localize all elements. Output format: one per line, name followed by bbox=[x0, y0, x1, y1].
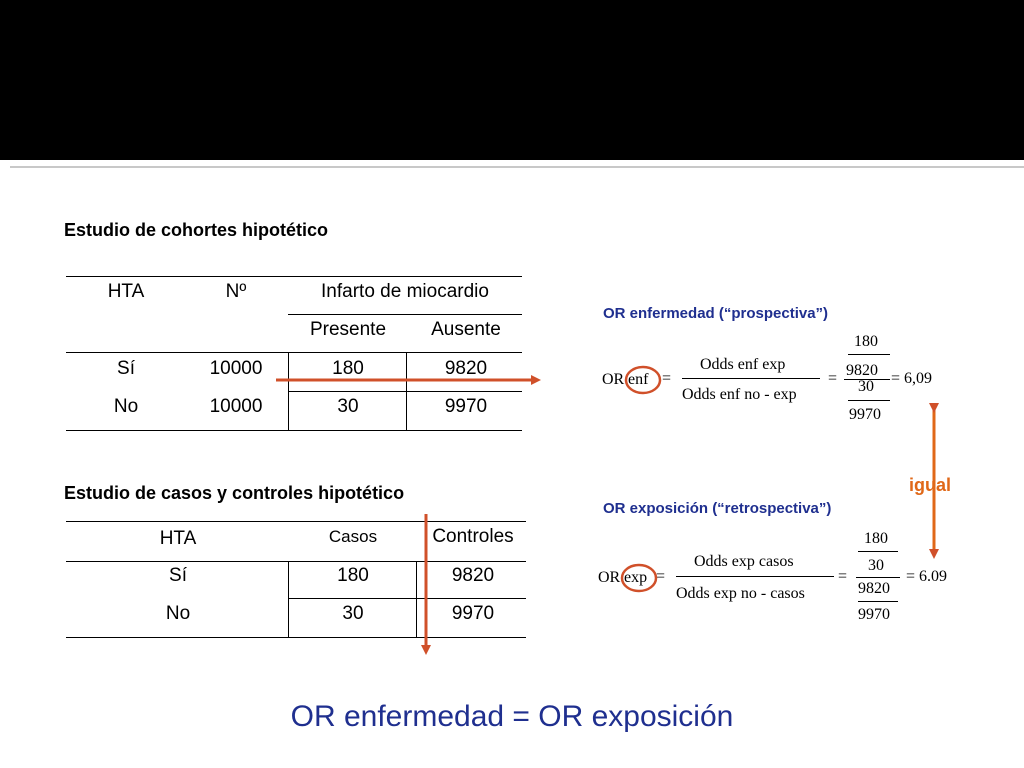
exp-circle-icon bbox=[622, 565, 656, 591]
or-exposure-lhs-eq: = bbox=[656, 568, 666, 585]
or-exposure-lhs-sub: exp bbox=[624, 569, 648, 586]
or-disease-lhs-eq: = bbox=[662, 370, 672, 387]
cohort-col-present: Presente bbox=[309, 319, 387, 340]
cc-col-hta: HTA bbox=[159, 528, 197, 549]
or-exposure-d2: 9970 bbox=[858, 606, 890, 623]
or-disease-result: = 6,09 bbox=[891, 370, 933, 387]
or-exposure-eq2: = bbox=[838, 568, 848, 585]
or-disease-lhs-sub: enf bbox=[628, 371, 649, 388]
cc-row-no-cases: 30 bbox=[342, 603, 364, 624]
cohort-row-no-present: 30 bbox=[337, 396, 359, 417]
or-exposure-result: = 6.09 bbox=[906, 568, 948, 585]
cc-col-cases: Casos bbox=[328, 527, 378, 546]
cc-col-controls: Controles bbox=[432, 526, 514, 547]
cohort-row-yes-n: 10000 bbox=[209, 358, 263, 379]
cc-row-yes-cases: 180 bbox=[337, 565, 369, 586]
or-exposure-heading: OR exposición (“retrospectiva”) bbox=[603, 500, 832, 517]
igual-label: igual bbox=[909, 475, 952, 495]
conclusion-text: OR enfermedad = OR exposición bbox=[290, 700, 734, 733]
cohort-row-no-absent: 9970 bbox=[444, 396, 488, 417]
cc-row-yes-controls: 9820 bbox=[451, 565, 495, 586]
cc-row-no-controls: 9970 bbox=[451, 603, 495, 624]
or-disease-d2: 9970 bbox=[849, 406, 881, 423]
cohort-col-absent: Ausente bbox=[431, 319, 501, 340]
or-exposure-d1: 30 bbox=[868, 557, 884, 574]
or-disease-denominator: Odds enf no - exp bbox=[682, 386, 797, 403]
enf-circle-icon bbox=[626, 367, 660, 393]
or-exposure-numerator: Odds exp casos bbox=[694, 553, 794, 570]
or-disease-heading: OR enfermedad (“prospectiva”) bbox=[603, 305, 829, 322]
cohort-title: Estudio de cohortes hipotético bbox=[64, 220, 329, 240]
or-disease-d1: 9820 bbox=[846, 362, 878, 379]
cohort-row-yes-absent: 9820 bbox=[444, 358, 488, 379]
or-exposure-lhs-or: OR bbox=[598, 569, 621, 586]
or-disease-lhs-or: OR bbox=[602, 371, 625, 388]
or-exposure-denominator: Odds exp no - casos bbox=[676, 585, 805, 602]
cc-row-yes-label: Sí bbox=[169, 565, 187, 586]
or-disease-n1: 180 bbox=[854, 333, 878, 350]
casecontrol-title: Estudio de casos y controles hipotético bbox=[64, 483, 405, 503]
cohort-row-yes-present: 180 bbox=[332, 358, 364, 379]
cohort-col-n: Nº bbox=[225, 281, 247, 302]
or-disease-n2: 30 bbox=[858, 378, 874, 395]
or-disease-eq2: = bbox=[828, 370, 838, 387]
or-exposure-n2: 9820 bbox=[858, 580, 890, 597]
or-disease-numerator: Odds enf exp bbox=[700, 356, 786, 373]
or-exposure-n1: 180 bbox=[864, 530, 888, 547]
cohort-col-group: Infarto de miocardio bbox=[321, 281, 489, 302]
cohort-col-hta: HTA bbox=[107, 281, 145, 302]
cohort-row-no-label: No bbox=[113, 396, 139, 417]
cohort-row-yes-label: Sí bbox=[117, 358, 135, 379]
cohort-row-no-n: 10000 bbox=[209, 396, 263, 417]
cc-row-no-label: No bbox=[165, 603, 191, 624]
